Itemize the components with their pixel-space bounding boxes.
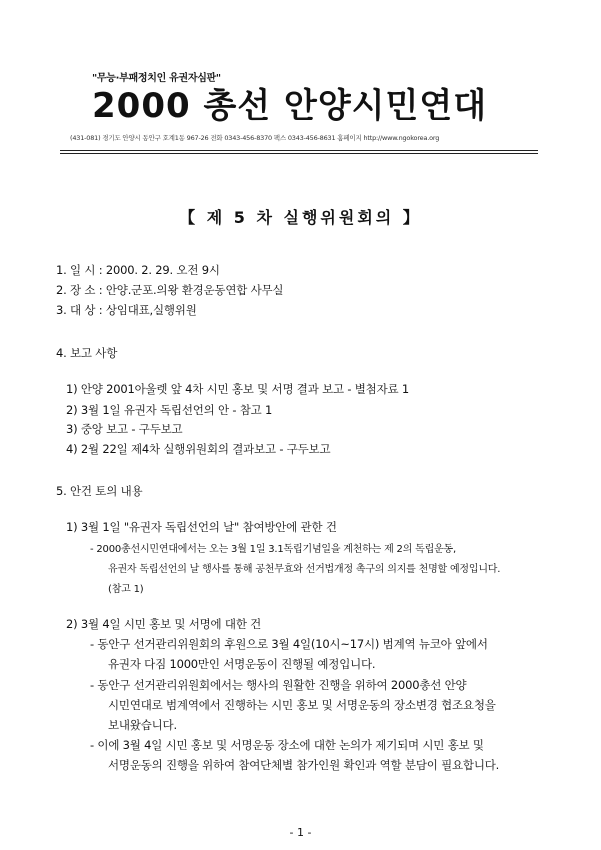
agenda-item-line: 유권자 다짐 1000만인 서명운동이 진행될 예정입니다. [108,657,376,671]
agenda-item-line: 유권자 독립선언의 날 행사를 통해 공천무효와 선거법개정 촉구의 의지를 천명할 예정입니다. [108,564,501,575]
agenda-item-line: 시민연대로 범계역에서 진행하는 시민 홍보 및 서명운동의 장소변경 협조요청을 [108,698,496,712]
header-address: (431-081) 경기도 안양시 동안구 호계1동 967-26 전화 0343-456-8370 팩스 0343-456-8631 홈페이지 http://www.ngokorea.org [70,134,440,142]
report-item: 2) 3월 1일 유권자 독립선언의 안 - 참고 1 [66,403,273,417]
agenda-item-line: 보내왔습니다. [108,718,177,732]
agenda-heading: 5. 안건 토의 내용 [56,484,143,498]
agenda-item-line: - 이에 3월 4일 시민 홍보 및 서명운동 장소에 대한 논의가 제기되며 시민 홍보 및 [90,738,484,752]
report-item: 3) 중앙 보고 - 구두보고 [66,422,183,436]
meeting-title: 【 제 5 차 실행위원회의 】 [179,208,422,227]
main-title: 2000 총선 안양시민연대 [92,86,488,126]
report-item: 1) 안양 2001아울렛 앞 4차 시민 홍보 및 서명 결과 보고 - 별첨자료 1 [66,382,409,396]
agenda-item-line: 서명운동의 진행을 위하여 참여단체별 참가인원 확인과 역할 분담이 필요합니다. [108,758,500,772]
agenda-item-line: - 동안구 선거관리위원회의 후원으로 3월 4일(10시~17시) 범계역 뉴코아 앞에서 [90,637,488,651]
agenda-item-line: - 2000총선시민연대에서는 오는 3월 1일 3.1독립기념일을 계천하는 제 2의 독립운동, [90,544,456,555]
header-slogan: "무능·부패정치인 유권자심판" [92,73,221,84]
page-number: - 1 - [289,826,312,839]
info-target: 3. 대 상 : 상임대표,실행위원 [56,303,197,317]
info-date: 1. 일 시 : 2000. 2. 29. 오전 9시 [56,263,220,277]
agenda-item-title: 1) 3월 1일 "유권자 독립선언의 날" 참여방안에 관한 건 [66,520,337,534]
agenda-item-line: - 동안구 선거관리위원회에서는 행사의 원활한 진행을 위하여 2000총선 안양 [90,678,467,692]
header-divider [60,150,538,154]
agenda-item-line: (참고 1) [108,584,144,595]
report-heading: 4. 보고 사항 [56,346,118,360]
agenda-item-title: 2) 3월 4일 시민 홍보 및 서명에 대한 건 [66,617,262,631]
info-place: 2. 장 소 : 안양.군포.의왕 환경운동연합 사무실 [56,283,284,297]
report-item: 4) 2월 22일 제4차 실행위원회의 결과보고 - 구두보고 [66,442,331,456]
